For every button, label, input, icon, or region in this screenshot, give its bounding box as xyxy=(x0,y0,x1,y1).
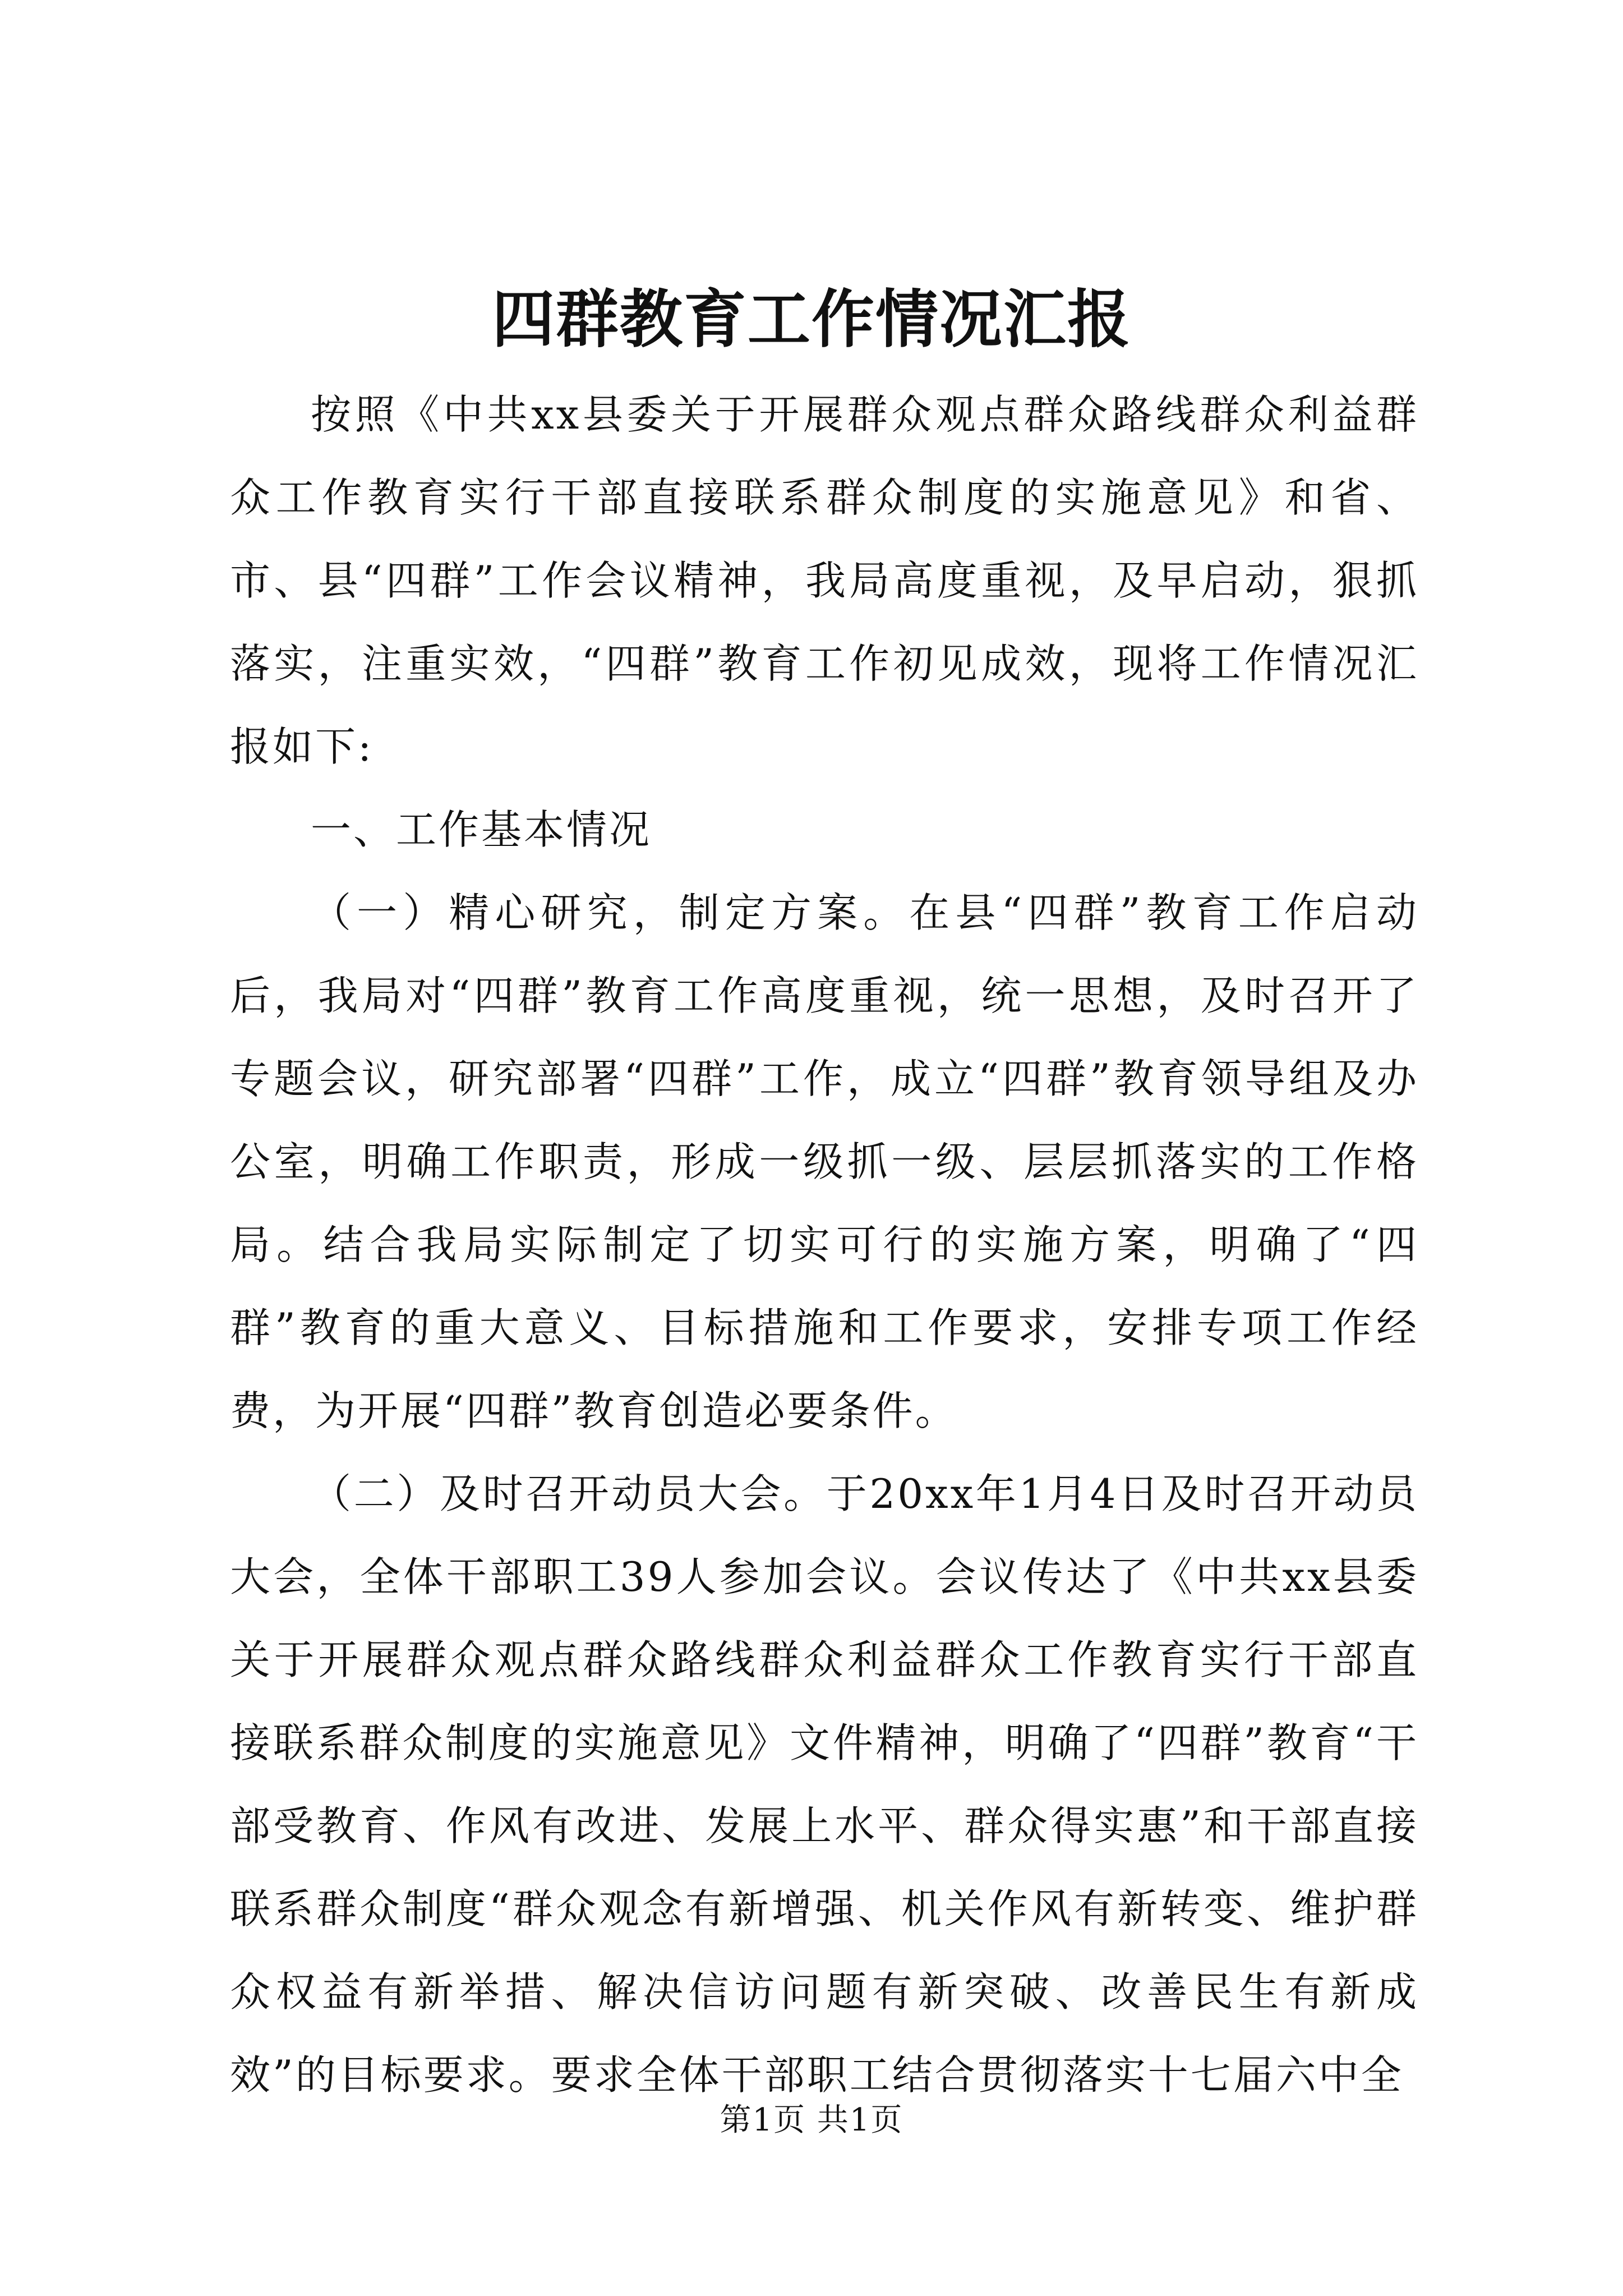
section-heading: 一、工作基本情况 xyxy=(311,806,652,853)
paragraph-section-2: （二）及时召开动员大会。于20xx年1月4日及时召开动员大会，全体干部职工39人参加会议。会议传达了《中共xx县委关于开展群众观点群众路线群众利益群众工作教育实行干部直接联系群众制度的实施意见》文件精神，明确了“四群”教育“干部受教育、作风有改进、发展上水平、群众得实惠”和干部直接联系群众制度“群众观念有新增强、机关作风有新转变、维护群众权益有新举措、解决信访问题有新突破、改善民生有新成效”的目标要求。要求全体干部职工结合贯彻落实十七届六中全 xyxy=(230,1470,1419,2099)
paragraph-section-1: （一）精心研究，制定方案。在县“四群”教育工作启动后，我局对“四群”教育工作高度重视，统一思想，及时召开了专题会议，研究部署“四群”工作，成立“四群”教育领导组及办公室，明确工作职责，形成一级抓一级、层层抓落实的工作格局。结合我局实际制定了切实可行的实施方案，明确了“四群”教育的重大意义、目标措施和工作要求，安排专项工作经费，为开展“四群”教育创造必要条件。 xyxy=(230,889,1419,1434)
document-title: 四群教育工作情况汇报 xyxy=(492,283,1131,356)
document-body xyxy=(230,373,1419,2116)
page-footer: 第1页 共1页 xyxy=(720,2102,903,2138)
paragraph-intro: 按照《中共xx县委关于开展群众观点群众路线群众利益群众工作教育实行干部直接联系群众制度的实施意见》和省、市、县“四群”工作会议精神，我局高度重视，及早启动，狠抓落实，注重实效，“四群”教育工作初见成效，现将工作情况汇报如下: xyxy=(230,391,1419,770)
